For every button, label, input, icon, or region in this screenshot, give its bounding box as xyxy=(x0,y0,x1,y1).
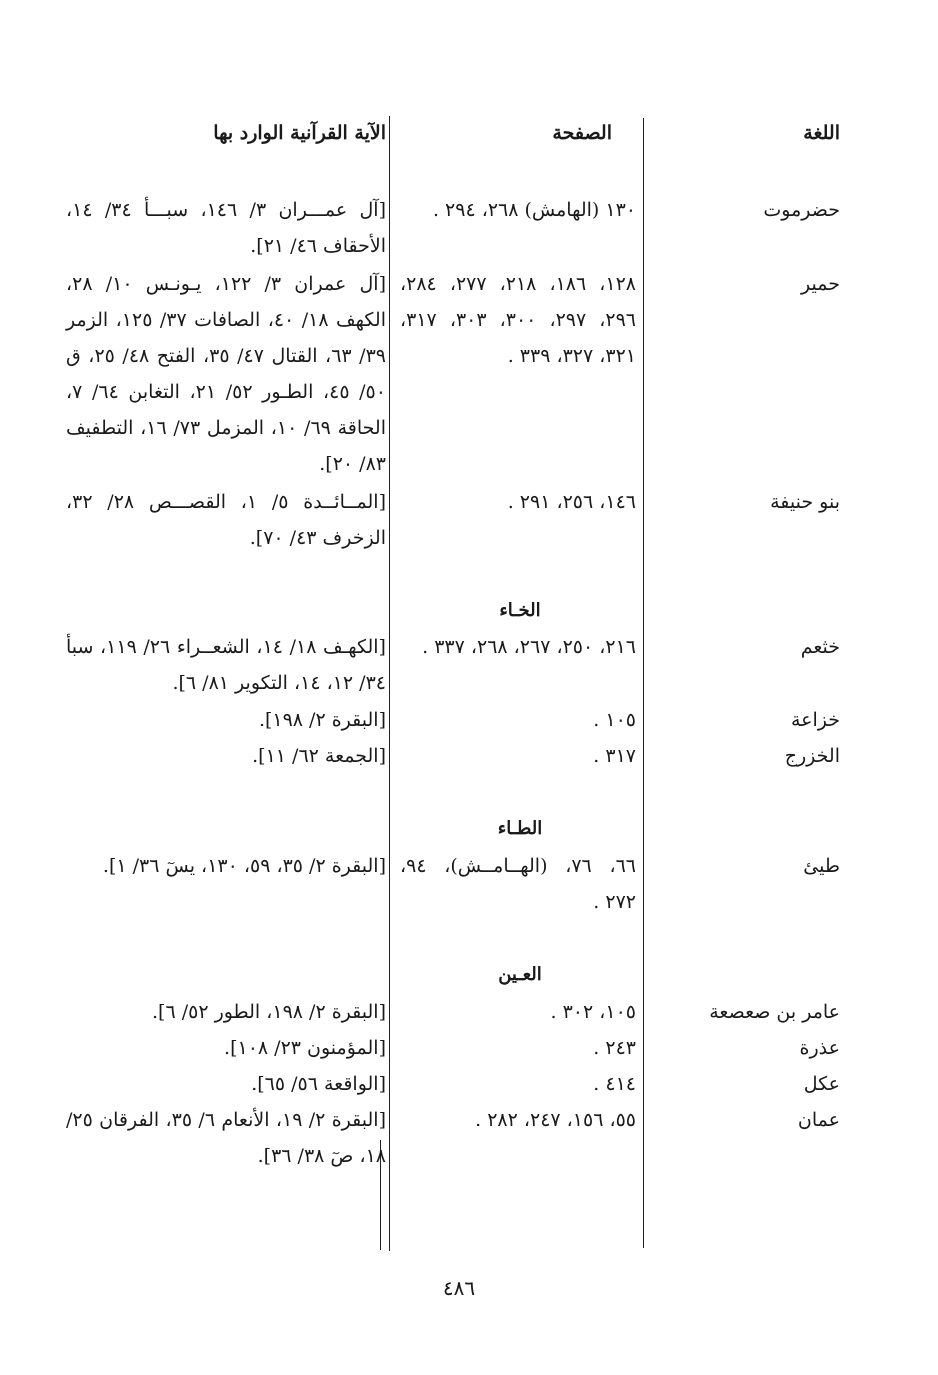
row-verses: [البقرة ٢/ ١٩٨]. xyxy=(258,709,386,731)
header-verse: الآية القرآنية الوارد بها xyxy=(213,122,386,144)
column-divider-right xyxy=(643,118,644,1248)
row-pages: ١٠٥، ٣٠٢ . xyxy=(550,1001,636,1023)
header-language: اللغة xyxy=(803,122,840,144)
row-language: عذرة xyxy=(799,1037,840,1059)
row-verses: [البقرة ٢/ ٣٥، ٥٩، ١٣٠، يسٓ ٣٦/ ١]. xyxy=(102,855,386,877)
row-verses: [المؤمنون ٢٣/ ١٠٨]. xyxy=(224,1037,386,1059)
section-heading-kha: الخـاء xyxy=(499,600,541,621)
row-pages: ٤١٤ . xyxy=(593,1073,636,1095)
column-divider-left xyxy=(389,116,390,1251)
section-heading-ta: الطـاء xyxy=(497,818,543,839)
row-verses: [الواقعة ٥٦/ ٦٥]. xyxy=(251,1073,386,1095)
row-pages: ٢١٦، ٢٥٠، ٢٦٧، ٢٦٨، ٣٣٧ . xyxy=(422,636,636,658)
row-verses: [آل عمران ٣/ ١٢٢، يـونـس ١٠/ ٢٨، الكهف ١٨/ ٤٠، الصافات ٣٧/ ١٢٥، الزمر ٣٩/ ٦٣، القتال ٤٧/ ٣٥، الفتح ٤٨/ ٢٥، ق ٥٠/ ٤٥، الطـور ٥٢/ ٢١، التغابن ٦٤/ ٧، الحاقة ٦٩/ ١٠، المزمل ٧٣/ ١٦، التطفيف ٨٣/ ٢٠]. xyxy=(66,273,386,475)
row-pages: ١٢٨، ١٨٦، ٢١٨، ٢٧٧، ٢٨٤، ٢٩٦، ٢٩٧، ٣٠٠، ٣٠٣، ٣١٧، ٣٢١، ٣٢٧، ٣٣٩ . xyxy=(400,273,637,367)
row-verses: [آل عمـــران ٣/ ١٤٦، سبـــأ ٣٤/ ١٤، الأحقاف ٤٦/ ٢١]. xyxy=(66,199,386,257)
row-verses: [الكهـف ١٨/ ١٤، الشعــراء ٢٦/ ١١٩، سبأ ٣٤/ ١٢، ١٤، التكوير ٨١/ ٦]. xyxy=(66,636,386,694)
row-verses: [البقرة ٢/ ١٩٨، الطور ٥٢/ ٦]. xyxy=(151,1001,386,1023)
row-pages: ٥٥، ١٥٦، ٢٤٧، ٢٨٢ . xyxy=(475,1109,636,1131)
row-language: عمان xyxy=(797,1109,840,1131)
row-language: حضرموت xyxy=(763,199,840,221)
row-language: خثعم xyxy=(800,636,840,658)
row-language: بنو حنيفة xyxy=(770,491,840,513)
row-pages: ٦٦، ٧٦، (الهــامــش)، ٩٤، ٢٧٢ . xyxy=(400,855,636,913)
header-page: الصفحة xyxy=(552,122,612,144)
row-language: طيئ xyxy=(803,855,840,877)
row-pages: ١٠٥ . xyxy=(593,709,636,731)
row-verses: [الجمعة ٦٢/ ١١]. xyxy=(252,745,386,767)
row-pages: ١٣٠ (الهامش) ٢٦٨، ٢٩٤ . xyxy=(432,199,636,221)
row-verses: [المــائــدة ٥/ ١، القصـــص ٢٨/ ٣٢، الزخرف ٤٣/ ٧٠]. xyxy=(66,491,386,549)
page-number: ٤٨٦ xyxy=(442,1276,476,1300)
row-language: خزاعة xyxy=(790,709,840,731)
section-heading-ain: العـين xyxy=(498,964,542,985)
row-language: عامر بن صعصعة xyxy=(709,1001,840,1023)
row-language: حمير xyxy=(801,273,840,295)
row-language: عكل xyxy=(803,1073,840,1095)
row-pages: ٢٤٣ . xyxy=(593,1037,636,1059)
row-pages: ٣١٧ . xyxy=(593,745,636,767)
row-pages: ١٤٦، ٢٥٦، ٢٩١ . xyxy=(507,491,636,513)
row-language: الخزرج xyxy=(784,745,840,767)
row-verses: [البقرة ٢/ ١٩، الأنعام ٦/ ٣٥، الفرقان ٢٥/ ١٨، صٓ ٣٨/ ٣٦]. xyxy=(66,1109,386,1167)
